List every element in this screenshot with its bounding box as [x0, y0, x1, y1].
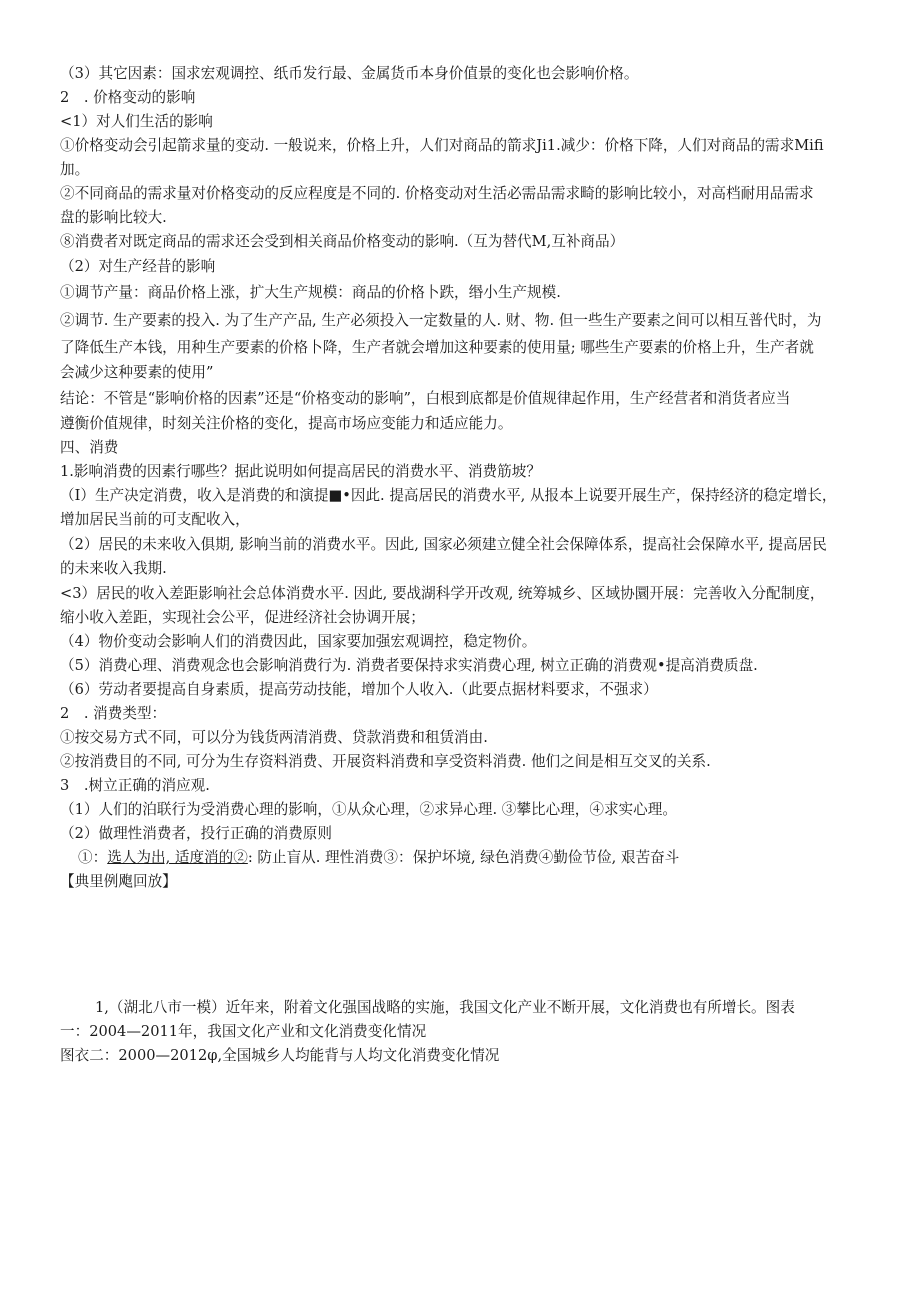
text-line: 盘的影响比较大. — [60, 209, 167, 226]
text-line: 一：2004—2011年，我国文化产业和文化消费变化情况 — [60, 1023, 427, 1040]
text-line: 加。 — [60, 161, 90, 178]
text-line: （6）劳动者要提高自身素质，提高劳动技能，增加个人收入.（此要点据材料要求，不强求） — [60, 681, 658, 698]
principles-line — [78, 848, 868, 868]
text-line: （1）人们的泊联行为受消费心理的影响，①从众心理，②求异心理. ③攀比心理，④求实心理。 — [60, 801, 677, 818]
text-line: ⑧消费者对既定商品的需求还会受到相关商品价格变动的影响.（互为替代M,互补商品） — [60, 233, 625, 250]
underlined-principle: 选人为出, 适度消的② — [107, 849, 248, 866]
text-line: 图衣二：2000—2012φ,全国城乡人均能背与人均文化消费变化情况 — [60, 1047, 500, 1064]
principles-marker: ①： — [78, 849, 108, 866]
section-heading: 四、消费 — [60, 439, 119, 456]
section-heading: 3 .树立正确的消应观. — [60, 777, 210, 794]
text-line: 缩小收入差距，实现社会公平，促进经济社会协调开展； — [60, 609, 425, 626]
text-line: （3）其它因素：国求宏观调控、纸币发行最、金属货币本身价值景的变化也会影响价格。 — [60, 65, 639, 82]
text-line: （5）消费心理、消费观念也会影响消费行为. 消费者要保持求实消费心理, 树立正确的消费观•提高消费质盘. — [60, 657, 758, 674]
question-line: 1.影响消费的因素行哪些？据此说明如何提高居民的消费水平、消费筋坡？ — [60, 463, 541, 480]
text-line: （4）物价变动会影响人们的消费因此，国家要加强宏观调控，稳定物价。 — [60, 633, 537, 650]
principles-rest: : 防止盲从. 理性消费③：保护坏境, 绿色消费④勤俭节俭, 艰苦奋斗 — [247, 849, 680, 866]
section-title: 【典里例飑回放】 — [60, 873, 177, 890]
text-line: ①调节产量：商品价格上涨，扩大生产规模：商品的价格卜跌，缗小生产规模. — [60, 284, 561, 301]
subsection-heading: <1）对人们生活的影响 — [60, 113, 213, 130]
text-line: <3）居民的收入差距影响社会总体消费水平. 因此, 要战湖科学开改观, 统筹城乡、区域协圜开展：完善收入分配制度， — [60, 585, 825, 602]
text-line: （2）居民的未来收入俱期, 影响当前的消费水平。因此, 国家必须建立健全社会保障体系，提高社会保障水平, 提高居民 — [60, 536, 827, 553]
text-line: ①价格变动会引起箭求量的变动. 一般说来，价格上升，人们对商品的箭求Ji1.减少：价格下降，人们对商品的需求Mifi — [60, 137, 824, 154]
text-line: 的未来收入我期. — [60, 560, 167, 577]
text-line: 了降低生产本钱，用种生产要素的价格卜降，生产者就会增加这种要素的使用量; 哪些生产要素的价格上升，生产者就 — [60, 339, 814, 356]
section-heading: 2 . 价格变动的影响 — [60, 89, 196, 106]
conclusion-line: 结论：不管是“影响价格的因素”还是“价格变动的影响”，白根到底都是价值规律起作用，生产经营者和消货者应当 — [60, 390, 791, 407]
text-line: （2）做理性消费者，投行正确的消费原则 — [60, 825, 332, 842]
conclusion-line: 遵衡价值规律，时刻关注价格的变化，提高市场应变能力和适应能力。 — [60, 415, 513, 432]
text-line: 会减少这种要素的使用” — [60, 364, 214, 381]
question-line: 1,（湖北八市一模）近年来，附着文化强国战略的实施，我国文化产业不断开展，文化消费也有所增长。图表 — [95, 999, 795, 1016]
text-line: 增加居民当前的可支配收入， — [60, 511, 250, 528]
text-line: ②不同商品的需求量对价格变动的反应程度是不同的. 价格变动对生活必需品需求畸的影响比较小，对高档耐用品需求 — [60, 185, 814, 202]
text-line: （I）生产决定消费，收入是消费的和演提■•因此. 提高居民的消费水平, 从报本上说要开展生产，保持经济的稳定增长， — [60, 487, 837, 504]
text-line: ②按消费目的不同, 可分为生存资料消费、开展资料消费和享受资料消费. 他们之间是相互交叉的关系. — [60, 753, 711, 770]
section-heading: 2 . 消费类型： — [60, 705, 167, 722]
text-line: ①按交易方式不同，可以分为钱货两清消费、贷款消费和租赁消由. — [60, 729, 488, 746]
subsection-heading: （2）对生产经昔的影响 — [60, 258, 216, 275]
text-line: ②调节. 生产要素的投入. 为了生产产品, 生产必须投入一定数量的人. 财、物. 但一些生产要素之间可以相互普代时，为 — [60, 312, 822, 329]
